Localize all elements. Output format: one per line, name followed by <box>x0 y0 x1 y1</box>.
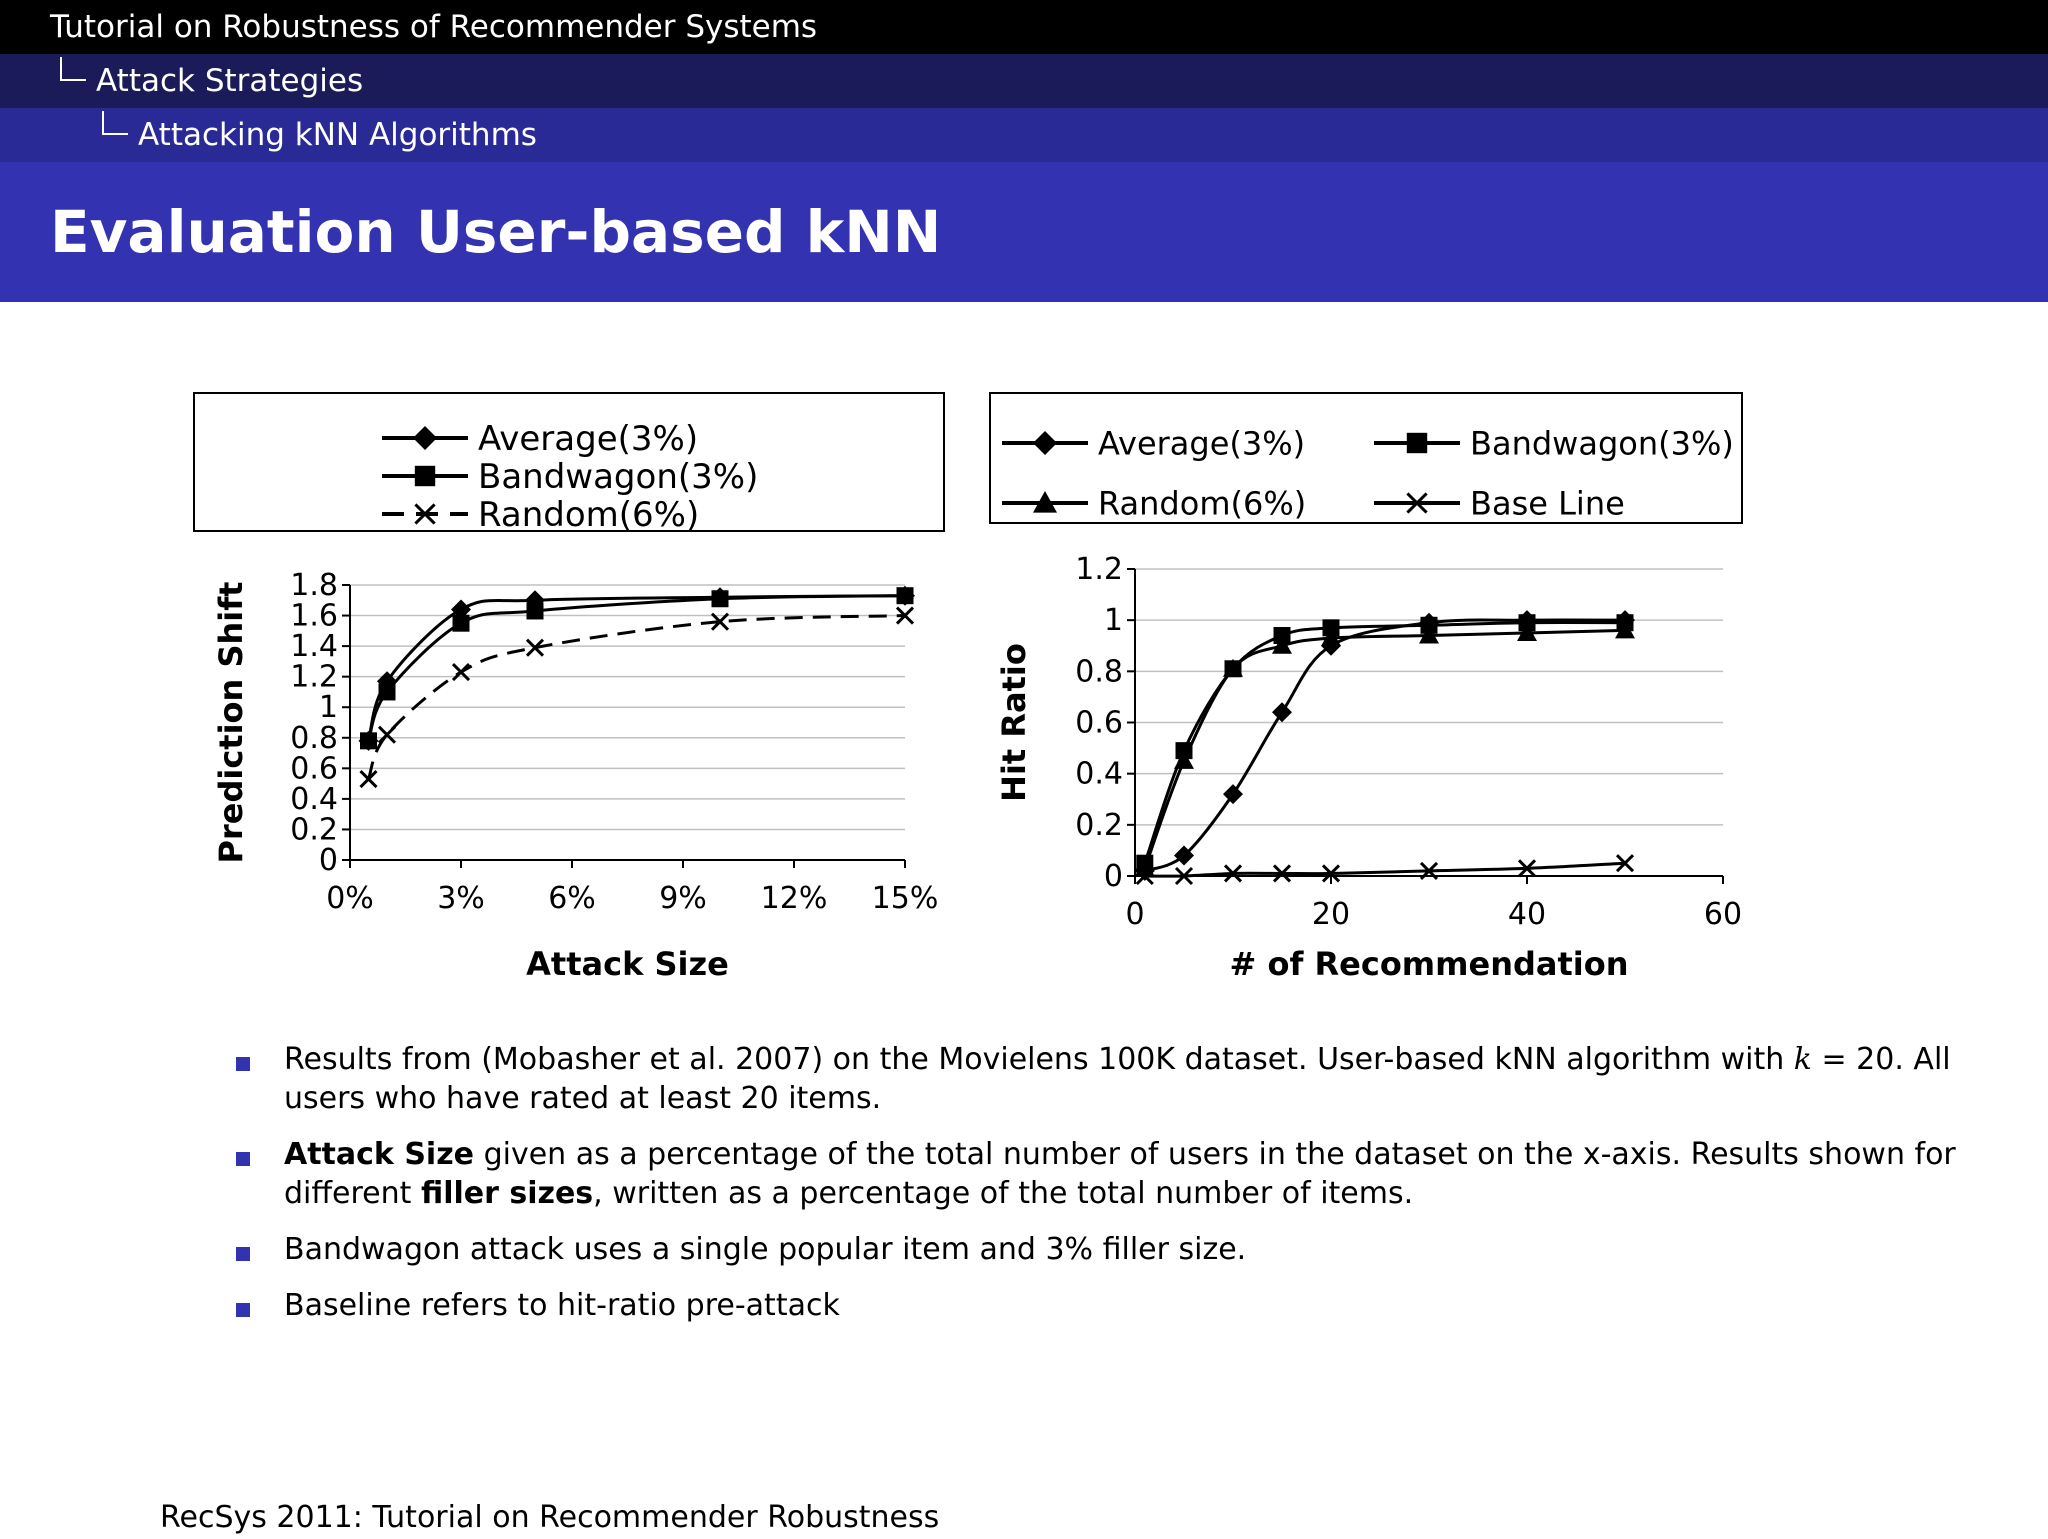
x-tick-label: 40 <box>1507 897 1547 932</box>
x-tick-label: 12% <box>760 881 828 916</box>
x-axis-label: # of Recommendation <box>1229 945 1629 983</box>
series-line <box>1145 623 1625 864</box>
y-tick-label: 0.4 <box>290 781 338 817</box>
x-tick-label: 6% <box>548 881 596 916</box>
bullet-item: Baseline refers to hit-ratio pre-attack <box>236 1286 1996 1325</box>
series-line <box>369 616 906 779</box>
y-tick-label: 1.2 <box>1075 552 1123 587</box>
data-point <box>527 602 544 619</box>
y-tick-label: 1.4 <box>290 629 338 665</box>
x-tick-label: 60 <box>1703 897 1743 932</box>
y-tick-label: 1 <box>1103 603 1123 639</box>
legend-label: Base Line <box>1470 484 1625 523</box>
nav-corner-icon <box>60 57 86 81</box>
bullet-square-icon <box>236 1152 250 1166</box>
y-tick-label: 1 <box>318 690 338 726</box>
bullet-square-icon <box>236 1057 250 1071</box>
x-tick-label: 0% <box>326 881 374 916</box>
legend-marker <box>415 466 435 486</box>
bullet-item: Results from (Mobasher et al. 2007) on the Movielens 100K dataset. User-based kNN algorithm with k = 20. All users who have rated at least 20 items. <box>236 1040 1996 1118</box>
legend-marker <box>1407 433 1427 453</box>
bullet-list <box>236 1040 1996 1342</box>
nav-corner-icon <box>102 111 128 135</box>
legend-label: Random(6%) <box>1098 484 1307 523</box>
series-line <box>1145 863 1625 876</box>
y-tick-label: 1.6 <box>290 598 338 634</box>
x-tick-label: 3% <box>437 881 485 916</box>
legend-label: Average(3%) <box>1098 424 1306 463</box>
y-tick-label: 0.4 <box>1075 756 1123 792</box>
y-tick-label: 0.8 <box>1075 654 1123 690</box>
y-tick-label: 0 <box>318 843 338 878</box>
y-axis-label: Prediction Shift <box>212 581 250 864</box>
data-point <box>360 732 377 749</box>
nav-presentation-title[interactable]: Tutorial on Robustness of Recommender Systems <box>50 9 818 45</box>
y-tick-label: 0.6 <box>290 751 338 787</box>
y-tick-label: 1.2 <box>290 659 338 695</box>
y-tick-label: 0.2 <box>1075 807 1123 843</box>
legend-label: Bandwagon(3%) <box>478 457 759 498</box>
data-point <box>897 587 914 604</box>
data-point <box>379 683 396 700</box>
y-tick-label: 1.8 <box>290 568 338 603</box>
data-point <box>1223 784 1243 804</box>
series-line <box>1145 630 1625 868</box>
y-axis-label: Hit Ratio <box>995 643 1033 802</box>
x-tick-label: 15% <box>871 881 939 916</box>
slide-title: Evaluation User-based kNN <box>50 198 942 266</box>
legend-label: Random(6%) <box>478 495 700 536</box>
data-point <box>453 664 469 680</box>
y-tick-label: 0.6 <box>1075 705 1123 741</box>
x-tick-label: 0 <box>1125 897 1145 932</box>
data-point <box>379 727 395 743</box>
hit-ratio-chart <box>985 375 1750 995</box>
bullet-square-icon <box>236 1247 250 1261</box>
footer-text: RecSys 2011: Tutorial on Recommender Robustness <box>160 1500 940 1535</box>
prediction-shift-chart <box>190 375 950 995</box>
data-point <box>453 615 470 632</box>
legend-label: Bandwagon(3%) <box>1470 424 1734 463</box>
bullet-item: Attack Size given as a percentage of the total number of users in the dataset on the x-axis. Results shown for different filler sizes, written as a percentage of the total number of items. <box>236 1135 1996 1213</box>
data-point <box>712 590 729 607</box>
nav-subsection[interactable]: Attacking kNN Algorithms <box>138 117 537 153</box>
bullet-item: Bandwagon attack uses a single popular item and 3% filler size. <box>236 1230 1996 1269</box>
legend-label: Average(3%) <box>478 419 699 460</box>
y-tick-label: 0 <box>1103 859 1123 894</box>
data-point <box>1272 702 1292 722</box>
x-axis-label: Attack Size <box>526 945 729 983</box>
y-tick-label: 0.2 <box>290 812 338 848</box>
x-tick-label: 20 <box>1311 897 1351 932</box>
nav-section[interactable]: Attack Strategies <box>96 63 364 99</box>
bullet-square-icon <box>236 1303 250 1317</box>
data-point <box>361 771 377 787</box>
y-tick-label: 0.8 <box>290 720 338 756</box>
x-tick-label: 9% <box>659 881 707 916</box>
series-line <box>1145 620 1625 871</box>
